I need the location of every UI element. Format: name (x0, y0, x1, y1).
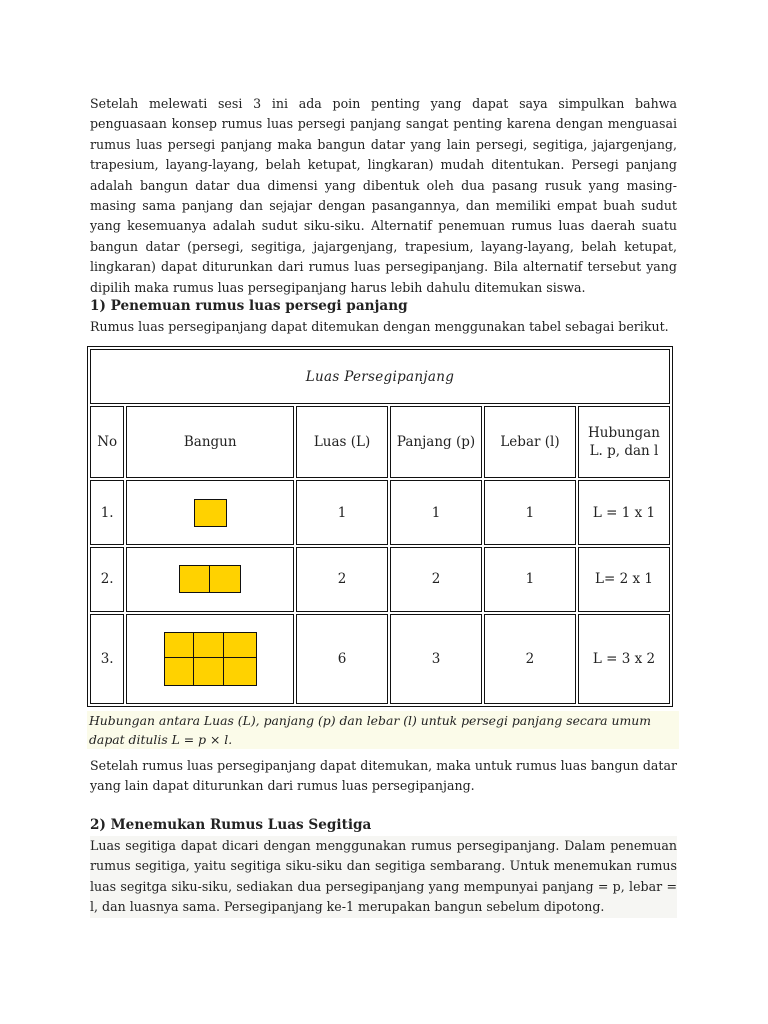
row-rumus: L= 2 x 1 (578, 547, 670, 612)
unit-square (194, 499, 227, 527)
row-shape (126, 614, 294, 704)
row-rumus: L = 1 x 1 (578, 480, 670, 545)
formula-note: Hubungan antara Luas (L), panjang (p) dan lebar (l) untuk persegi panjang secara umum dapat ditulis L = p × l. (87, 711, 679, 749)
after-note-paragraph: Setelah rumus luas persegipanjang dapat ditemukan, maka untuk rumus luas bangun datar yang lain dapat diturunkan dari rumus luas persegipanjang. (90, 758, 677, 794)
header-hubungan-line1: Hubungan (588, 425, 660, 442)
unit-square (179, 565, 210, 593)
table-title: Luas Persegipanjang (90, 349, 670, 404)
row-luas: 2 (296, 547, 388, 612)
unit-square (164, 657, 195, 686)
table-row (90, 547, 670, 612)
row-panjang: 3 (390, 614, 482, 704)
luas-persegipanjang-table (87, 346, 673, 707)
row-no: 2. (90, 547, 124, 612)
unit-square (223, 657, 257, 686)
header-no: No (90, 406, 124, 478)
unit-square (193, 632, 226, 659)
header-hubungan-line2: L. p, dan l (589, 443, 659, 460)
header-luas: Luas (L) (296, 406, 388, 478)
unit-square (164, 632, 195, 659)
unit-square (193, 657, 226, 686)
header-hubungan (578, 406, 670, 478)
row-panjang: 1 (390, 480, 482, 545)
row-lebar: 2 (484, 614, 576, 704)
row-rumus: L = 3 x 2 (578, 614, 670, 704)
intro-paragraph: Setelah melewati sesi 3 ini ada poin penting yang dapat saya simpulkan bahwa penguasaan konsep rumus luas persegi panjang sangat penting karena dengan menguasai rumus luas persegi panjang maka bangun datar yang lain persegi, segitiga, jajargenjang, trapesium, layang-layang, belah ketupat, lingkaran) mudah ditentukan. Persegi panjang adalah bangun datar dua dimensi yang dibentuk oleh dua pasang rusuk yang masing-masing sama panjang dan sejajar dengan pasangannya, dan memiliki empat buah sudut yang kesemuanya adalah sudut siku-siku. Alternatif penemuan rumus luas daerah suatu bangun datar (persegi, segitiga, jajargenjang, trapesium, layang-layang, belah ketupat, lingkaran) dapat diturunkan dari rumus luas persegipanjang. Bila alternatif tersebut yang dipilih maka rumus luas persegipanjang harus lebih dahulu ditemukan siswa. (90, 96, 677, 295)
section-1-heading: 1) Penemuan rumus luas persegi panjang (90, 298, 408, 314)
row-luas: 6 (296, 614, 388, 704)
rectangle-3x2 (164, 632, 257, 686)
row-shape (126, 480, 294, 545)
header-bangun: Bangun (126, 406, 294, 478)
rectangle-2x1 (179, 565, 241, 593)
section-1-lead: Rumus luas persegipanjang dapat ditemukan dengan menggunakan tabel sebagai berikut. (90, 319, 669, 334)
row-no: 1. (90, 480, 124, 545)
table-row (90, 614, 670, 704)
row-lebar: 1 (484, 480, 576, 545)
section-2-heading: 2) Menemukan Rumus Luas Segitiga (90, 817, 372, 833)
header-panjang: Panjang (p) (390, 406, 482, 478)
table-row (90, 480, 670, 545)
row-lebar: 1 (484, 547, 576, 612)
unit-square (223, 632, 257, 659)
row-shape (126, 547, 294, 612)
unit-square (209, 565, 242, 593)
section-2-body: Luas segitiga dapat dicari dengan menggunakan rumus persegipanjang. Dalam penemuan rumus segitiga, yaitu segitiga siku-siku dan segitiga sembarang. Untuk menemukan rumus luas segitga siku-siku, sediakan dua persegipanjang yang mempunyai panjang = p, lebar = l, dan luasnya sama. Persegipanjang ke-1 merupakan bangun sebelum dipotong. (90, 836, 677, 918)
row-panjang: 2 (390, 547, 482, 612)
header-lebar: Lebar (l) (484, 406, 576, 478)
row-no: 3. (90, 614, 124, 704)
row-luas: 1 (296, 480, 388, 545)
